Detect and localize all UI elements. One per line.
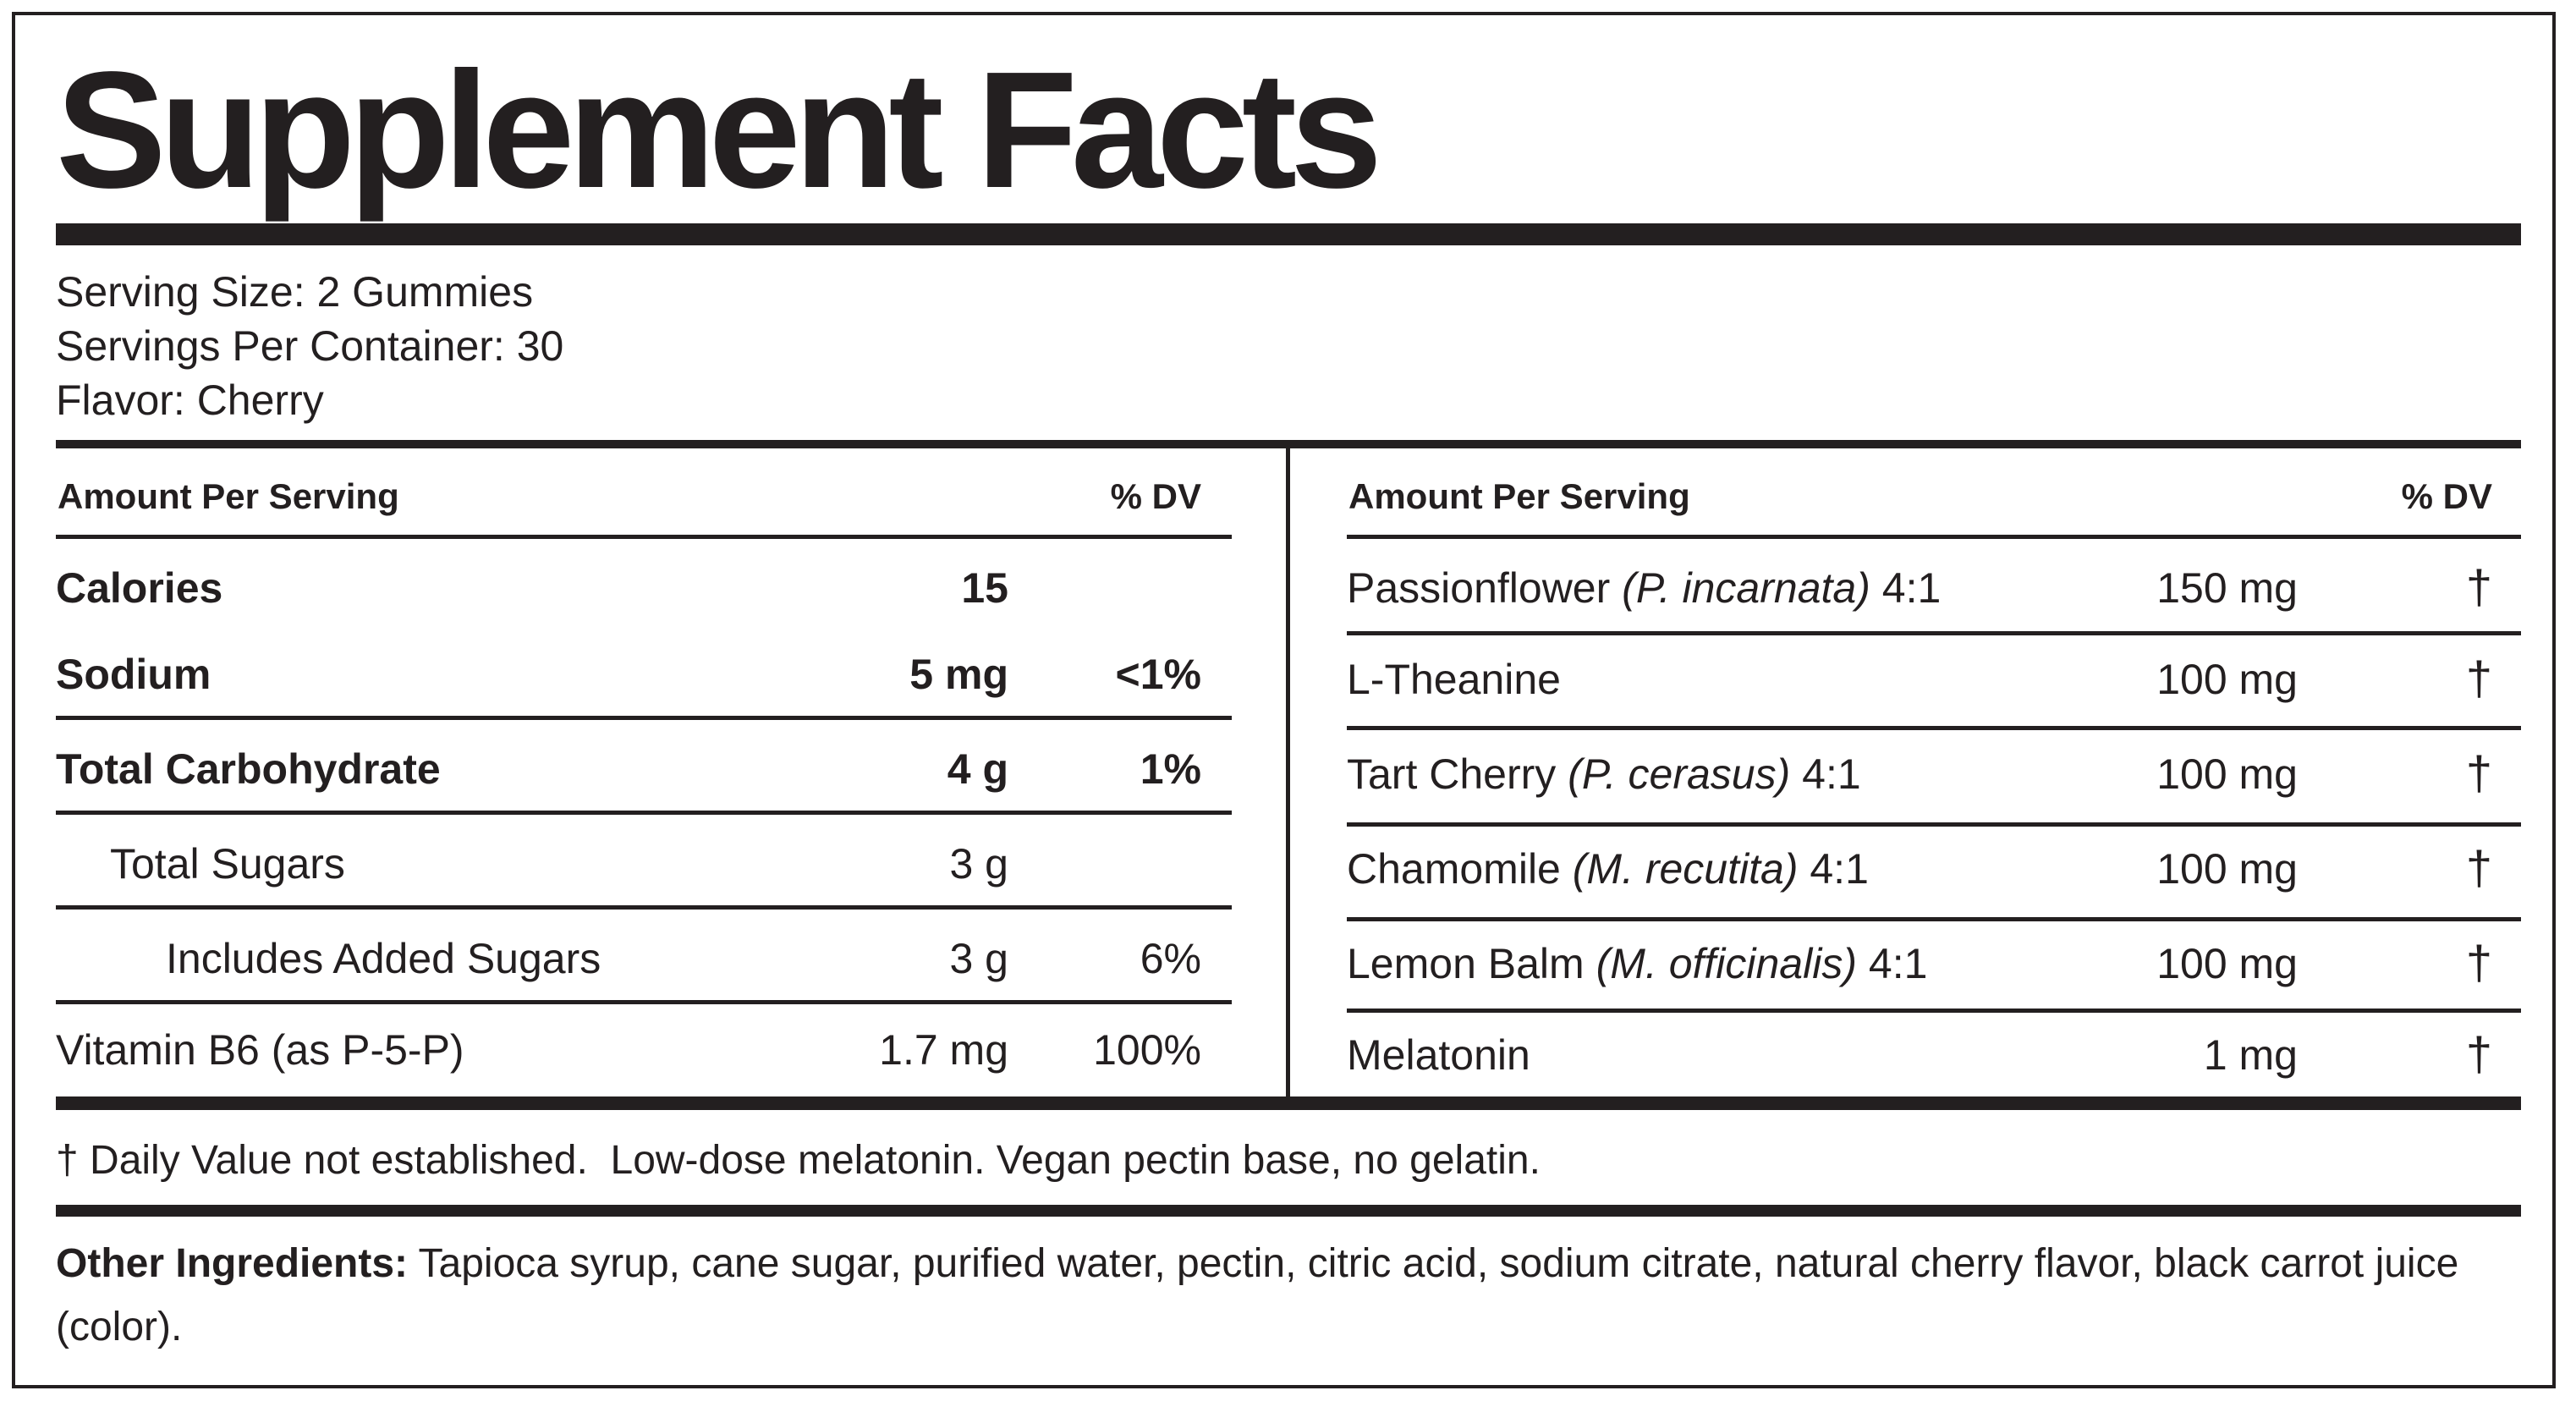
right-header-dv: % DV bbox=[2401, 476, 2492, 516]
row-name: Includes Added Sugars bbox=[166, 935, 601, 982]
other-ingredients-label: Other Ingredients: bbox=[56, 1241, 409, 1286]
other-ingredients-text: Tapioca syrup, cane sugar, purified water, pectin, citric acid, sodium citrate, natural cherry flavor, black carrot juice (color). bbox=[56, 1241, 2459, 1349]
row-rule bbox=[1347, 631, 2521, 635]
row-name: Total Sugars bbox=[110, 840, 345, 888]
row-amount: 1 mg bbox=[2203, 1031, 2298, 1079]
left-header-dv: % DV bbox=[1110, 476, 1201, 516]
row-rule bbox=[1347, 1009, 2521, 1013]
left-header-amount: Amount Per Serving bbox=[58, 476, 399, 516]
row-name: Vitamin B6 (as P-5-P) bbox=[56, 1026, 464, 1074]
row-name: Sodium bbox=[56, 651, 211, 698]
serving-size: Serving Size: 2 Gummies bbox=[56, 268, 534, 316]
column-divider bbox=[1286, 448, 1290, 1096]
row-name: Passionflower (P. incarnata) 4:1 bbox=[1347, 564, 1942, 612]
row-rule bbox=[1347, 822, 2521, 827]
serving-rule bbox=[56, 440, 2521, 448]
row-name: Tart Cherry (P. cerasus) 4:1 bbox=[1347, 750, 1861, 798]
row-name: Lemon Balm (M. officinalis) 4:1 bbox=[1347, 940, 1928, 987]
row-dv: 6% bbox=[1140, 935, 1201, 982]
servings-per-container: Servings Per Container: 30 bbox=[56, 322, 564, 370]
row-dv: † bbox=[2465, 651, 2492, 705]
row-amount: 4 g bbox=[947, 745, 1008, 793]
row-amount: 100 mg bbox=[2156, 940, 2298, 987]
row-amount: 100 mg bbox=[2156, 656, 2298, 703]
row-name: L-Theanine bbox=[1347, 656, 1561, 703]
flavor: Flavor: Cherry bbox=[56, 376, 324, 424]
title-rule bbox=[56, 223, 2521, 245]
table-bottom-rule bbox=[56, 1096, 2521, 1110]
row-name: Melatonin bbox=[1347, 1031, 1530, 1079]
row-dv: † bbox=[2465, 746, 2492, 800]
row-dv: 100% bbox=[1093, 1026, 1201, 1074]
row-dv: <1% bbox=[1115, 651, 1201, 698]
row-amount: 3 g bbox=[949, 935, 1008, 982]
left-header-rule bbox=[56, 535, 1232, 539]
footnote: † Daily Value not established. Low-dose melatonin. Vegan pectin base, no gelatin. bbox=[56, 1138, 1541, 1183]
row-amount: 100 mg bbox=[2156, 845, 2298, 893]
row-rule bbox=[1347, 726, 2521, 730]
row-amount: 1.7 mg bbox=[879, 1026, 1008, 1074]
row-amount: 100 mg bbox=[2156, 750, 2298, 798]
right-header-rule bbox=[1347, 535, 2521, 539]
footnote-rule bbox=[56, 1205, 2521, 1217]
other-ingredients bbox=[56, 1232, 2509, 1359]
row-rule bbox=[1347, 917, 2521, 921]
row-name: Total Carbohydrate bbox=[56, 745, 441, 793]
row-name: Chamomile (M. recutita) 4:1 bbox=[1347, 845, 1869, 893]
row-dv: † bbox=[2465, 936, 2492, 989]
row-dv: † bbox=[2465, 1027, 2492, 1080]
row-dv: 1% bbox=[1140, 745, 1201, 793]
row-name: Calories bbox=[56, 564, 223, 612]
row-dv: † bbox=[2465, 841, 2492, 894]
row-amount: 150 mg bbox=[2156, 564, 2298, 612]
label-title: Supplement Facts bbox=[56, 37, 1376, 223]
row-rule bbox=[56, 905, 1232, 910]
row-dv: † bbox=[2465, 560, 2492, 613]
row-rule bbox=[56, 1000, 1232, 1004]
row-rule bbox=[56, 716, 1232, 720]
row-amount: 5 mg bbox=[909, 651, 1008, 698]
row-rule bbox=[56, 811, 1232, 815]
row-amount: 3 g bbox=[949, 840, 1008, 888]
row-amount: 15 bbox=[961, 564, 1008, 612]
right-header-amount: Amount Per Serving bbox=[1348, 476, 1690, 516]
